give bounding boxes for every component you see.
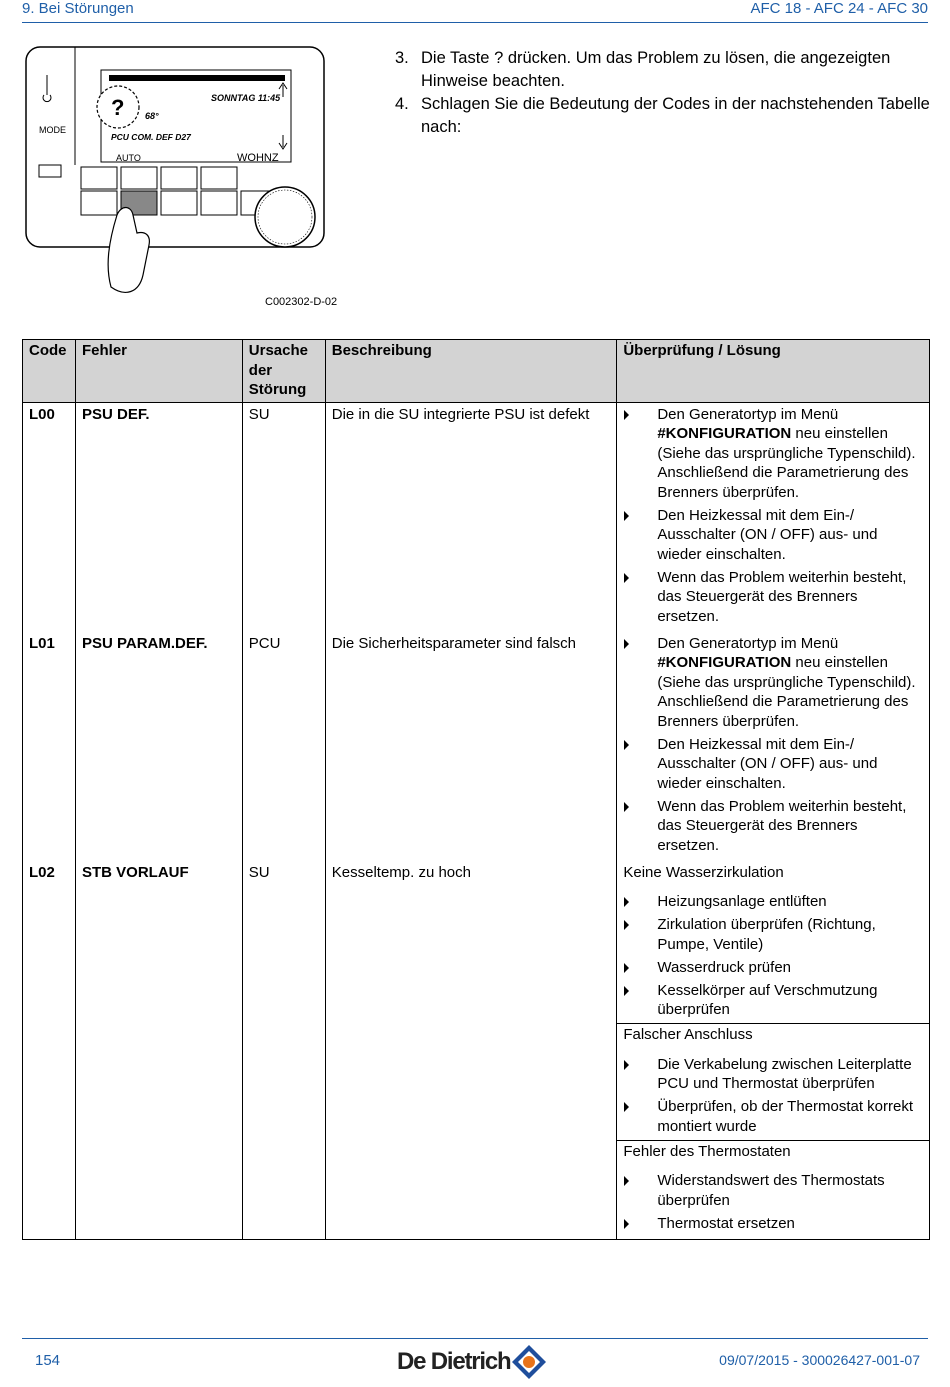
display-temperature: 68° xyxy=(145,111,159,121)
list-item: Überprüfen, ob der Thermostat korrekt montiert wurde xyxy=(623,1097,923,1136)
rotary-knob xyxy=(255,187,315,247)
controller-illustration xyxy=(25,45,325,310)
step-text: Schlagen Sie die Bedeutung der Codes in der nachstehenden Tabelle nach: xyxy=(421,95,930,136)
brand-diamond-icon xyxy=(511,1344,547,1380)
boiler-icon xyxy=(39,165,61,177)
display-zone-name: WOHNZ xyxy=(237,152,279,164)
cause-section xyxy=(617,1140,929,1234)
cause-title: Fehler des Thermostaten xyxy=(623,1142,791,1160)
list-item: Heizungsanlage entlüften xyxy=(623,892,923,912)
svg-text:?: ? xyxy=(111,95,125,120)
cell-fehler: PSU DEF. xyxy=(75,402,242,632)
cell-loesung xyxy=(617,861,930,1240)
cell-code: L02 xyxy=(23,861,76,1240)
list-item: Thermostat ersetzen xyxy=(623,1214,923,1234)
list-item: Die Verkabelung zwischen Leiterplatte PCU und Thermostat überprüfen xyxy=(623,1055,923,1094)
cell-beschreibung: Die in die SU integrierte PSU ist defekt xyxy=(325,402,617,632)
brand-name: De Dietrich xyxy=(397,1348,511,1375)
cell-beschreibung: Die Sicherheitsparameter sind falsch xyxy=(325,632,617,861)
cell-loesung xyxy=(617,632,930,861)
table-row xyxy=(23,632,930,861)
table-header-row xyxy=(23,340,930,403)
header-beschreibung: Beschreibung xyxy=(325,340,617,403)
cell-fehler: STB VORLAUF xyxy=(75,861,242,1240)
step-4 xyxy=(395,93,935,139)
document-reference: 09/07/2015 - 300026427-001-07 xyxy=(719,1352,920,1368)
error-code-table xyxy=(22,339,930,1240)
list-item: Den Generatortyp im Menü #KONFIGURATION neu einstellen (Siehe das ursprüngliche Typenschild). Anschließend die Parametrierung des Brenners überprüfen. xyxy=(623,405,923,503)
step-3 xyxy=(395,47,935,93)
page-number: 154 xyxy=(35,1352,61,1369)
list-item: Zirkulation überprüfen (Richtung, Pumpe, Ventile) xyxy=(623,915,923,954)
step-number: 4. xyxy=(395,95,409,113)
arrow-up-icon xyxy=(279,83,287,97)
list-item: Wasserdruck prüfen xyxy=(623,958,923,978)
cell-code: L00 xyxy=(23,402,76,632)
brand-logo xyxy=(397,1344,547,1380)
display-mode-auto: AUTO xyxy=(116,153,141,163)
cause-section xyxy=(617,1023,929,1136)
thermometer-icon xyxy=(43,75,51,102)
arrow-down-icon xyxy=(279,135,287,149)
footer-divider xyxy=(22,1338,928,1339)
list-item: Wenn das Problem weiterhin besteht, das Steuergerät des Brenners ersetzen. xyxy=(623,568,923,627)
list-item: Wenn das Problem weiterhin besteht, das Steuergerät des Brenners ersetzen. xyxy=(623,797,923,856)
header-loesung: Überprüfung / Lösung xyxy=(617,340,930,403)
instruction-steps xyxy=(395,47,935,139)
table-row xyxy=(23,402,930,632)
list-item: Widerstandswert des Thermostats überprüfen xyxy=(623,1171,923,1210)
cause-title: Keine Wasserzirkulation xyxy=(623,863,784,881)
header-models: AFC 18 - AFC 24 - AFC 30 xyxy=(750,0,928,17)
cell-ursache: SU xyxy=(242,402,325,632)
cell-fehler: PSU PARAM.DEF. xyxy=(75,632,242,861)
table-row xyxy=(23,861,930,1240)
step-text: Die Taste ? drücken. Um das Problem zu lösen, die angezeigten Hinweise beachten. xyxy=(421,49,891,90)
step-number: 3. xyxy=(395,49,409,67)
list-item: Kesselkörper auf Verschmutzung überprüfen xyxy=(623,981,923,1020)
list-item: Den Heizkessal mit dem Ein-/ Ausschalter (ON / OFF) aus- und wieder einschalten. xyxy=(623,735,923,794)
cell-code: L01 xyxy=(23,632,76,861)
header-code: Code xyxy=(23,340,76,403)
display-fault-text: PCU COM. DEF D27 xyxy=(111,132,191,142)
header-ursache: Ursache der Störung xyxy=(242,340,325,403)
header-divider xyxy=(22,22,928,23)
cell-beschreibung: Kesseltemp. zu hoch xyxy=(325,861,617,1240)
pointing-finger-icon xyxy=(108,208,149,293)
list-item: Den Heizkessal mit dem Ein-/ Ausschalter (ON / OFF) aus- und wieder einschalten. xyxy=(623,506,923,565)
figure-code: C002302-D-02 xyxy=(265,296,338,308)
cell-ursache: PCU xyxy=(242,632,325,861)
cell-loesung xyxy=(617,402,930,632)
cause-section xyxy=(623,863,923,1020)
cell-ursache: SU xyxy=(242,861,325,1240)
display-day-time: SONNTAG 11:45 xyxy=(211,93,281,103)
header-fehler: Fehler xyxy=(75,340,242,403)
header-section: 9. Bei Störungen xyxy=(22,0,134,17)
mode-button-label: MODE xyxy=(39,125,66,135)
list-item: Den Generatortyp im Menü #KONFIGURATION neu einstellen (Siehe das ursprüngliche Typenschild). Anschließend die Parametrierung des Brenners überprüfen. xyxy=(623,634,923,732)
cause-title: Falscher Anschluss xyxy=(623,1026,753,1043)
